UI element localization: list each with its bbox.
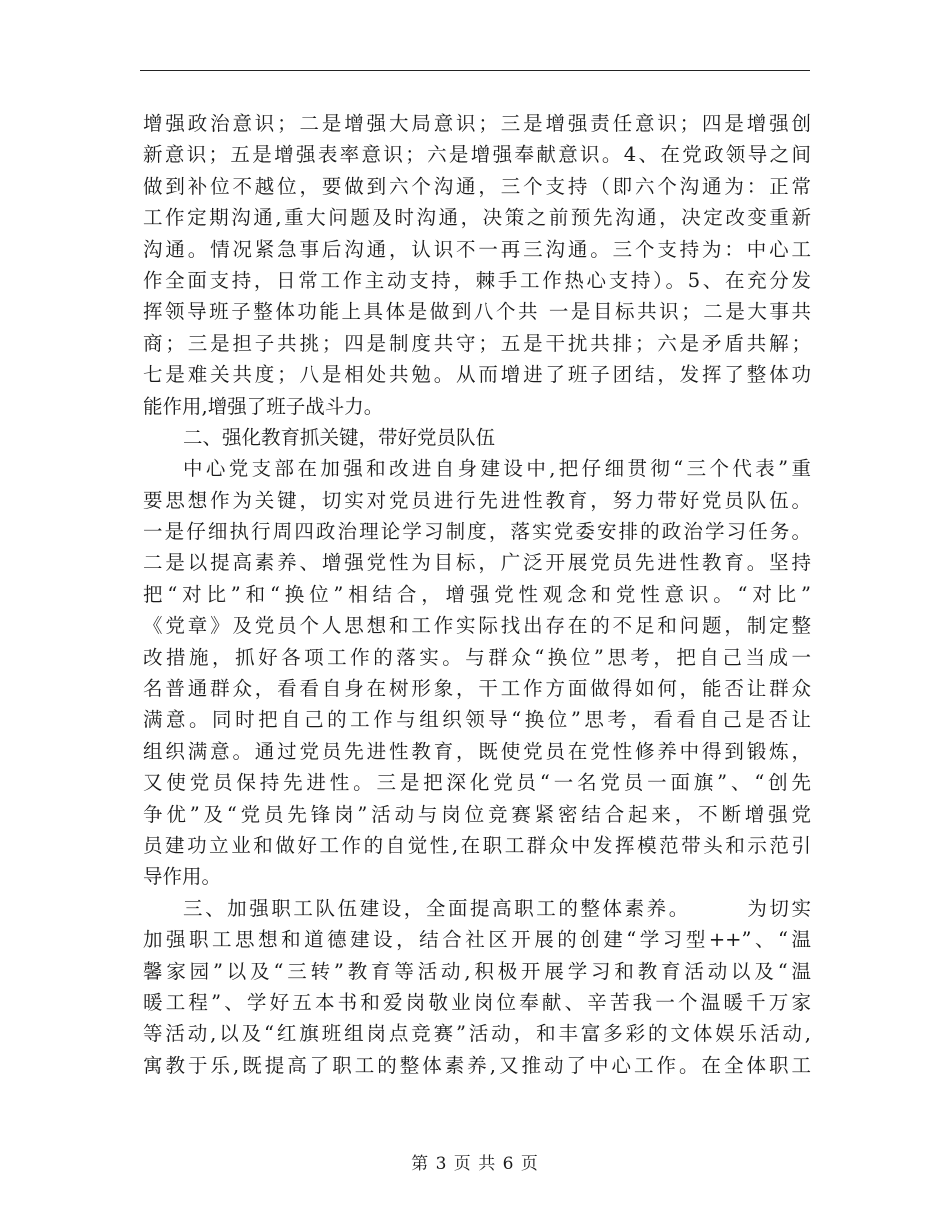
- text-line: 组织满意。通过党员先进性教育，既使党员在党性修养中得到锻炼，: [143, 739, 811, 763]
- text-line: 加强职工思想和道德建设，结合社区开展的创建“学习型++”、“温: [143, 928, 811, 952]
- text-line: 寓教于乐,既提高了职工的整体素养,又推动了中心工作。在全体职工: [143, 1053, 811, 1077]
- text-line: 争优”及“党员先锋岗”活动与岗位竞赛紧密结合起来，不断增强党: [143, 802, 811, 826]
- text-line: 把“对比”和“换位”相结合，增强党性观念和党性意识。“对比”: [143, 582, 811, 606]
- text-line: 中心党支部在加强和改进自身建设中,把仔细贯彻“三个代表”重: [183, 457, 811, 481]
- body-text: [143, 108, 811, 1081]
- text-line: 要思想作为关键，切实对党员进行先进性教育，努力带好党员队伍。: [143, 488, 811, 512]
- text-line: 二是以提高素养、增强党性为目标，广泛开展党员先进性教育。坚持: [143, 551, 811, 575]
- text-line: 能作用,增强了班子战斗力。: [143, 394, 384, 418]
- text-line: 满意。同时把自己的工作与组织领导“换位”思考，看看自己是否让: [143, 708, 811, 732]
- text-line: 馨家园”以及“三转”教育等活动,积极开展学习和教育活动以及“温: [143, 959, 811, 983]
- text-line: 改措施，抓好各项工作的落实。与群众“换位”思考，把自己当成一: [143, 645, 811, 669]
- text-line: 员建功立业和做好工作的自觉性,在职工群众中发挥模范带头和示范引: [143, 833, 811, 857]
- text-line: 作全面支持，日常工作主动支持，棘手工作热心支持）。5、在充分发: [143, 268, 811, 292]
- text-line: 沟通。情况紧急事后沟通，认识不一再三沟通。三个支持为：中心工: [143, 237, 811, 261]
- text-line: 七是难关共度；八是相处共勉。从而增进了班子团结，发挥了整体功: [143, 363, 811, 387]
- text-line: 《党章》及党员个人思想和工作实际找出存在的不足和问题，制定整: [143, 614, 811, 638]
- text-line: 暖工程”、学好五本书和爱岗敬业岗位奉献、辛苦我一个温暖千万家: [143, 990, 811, 1014]
- text-line: 名普通群众，看看自身在树形象，干工作方面做得如何，能否让群众: [143, 677, 811, 701]
- text-line: 挥领导班子整体功能上具体是做到八个共 一是目标共识；二是大事共: [143, 300, 811, 324]
- text-line: 导作用。: [143, 865, 222, 889]
- text-line: 工作定期沟通,重大问题及时沟通，决策之前预先沟通，决定改变重新: [143, 206, 811, 230]
- text-line: 新意识；五是增强表率意识；六是增强奉献意识。4、在党政领导之间: [143, 143, 811, 167]
- text-line: 等活动,以及“红旗班组岗点竞赛”活动，和丰富多彩的文体娱乐活动,: [143, 1022, 811, 1046]
- text-line: 做到补位不越位，要做到六个沟通，三个支持（即六个沟通为：正常: [143, 174, 811, 198]
- text-line: 增强政治意识；二是增强大局意识；三是增强责任意识；四是增强创: [143, 112, 811, 135]
- text-line: 商；三是担子共挑；四是制度共守；五是干扰共排；六是矛盾共解；: [143, 331, 811, 355]
- page-number-footer: 第 3 页 共 6 页: [411, 1154, 539, 1174]
- section-heading: 三、加强职工队伍建设，全面提高职工的整体素养。 为切实: [183, 896, 811, 920]
- text-line: 又使党员保持先进性。三是把深化党员“一名党员一面旗”、“创先: [143, 771, 811, 795]
- text-line: 一是仔细执行周四政治理论学习制度，落实党委安排的政治学习任务。: [143, 520, 811, 544]
- section-heading: 二、强化教育抓关键，带好党员队伍: [183, 425, 496, 449]
- header-rule: [140, 70, 810, 71]
